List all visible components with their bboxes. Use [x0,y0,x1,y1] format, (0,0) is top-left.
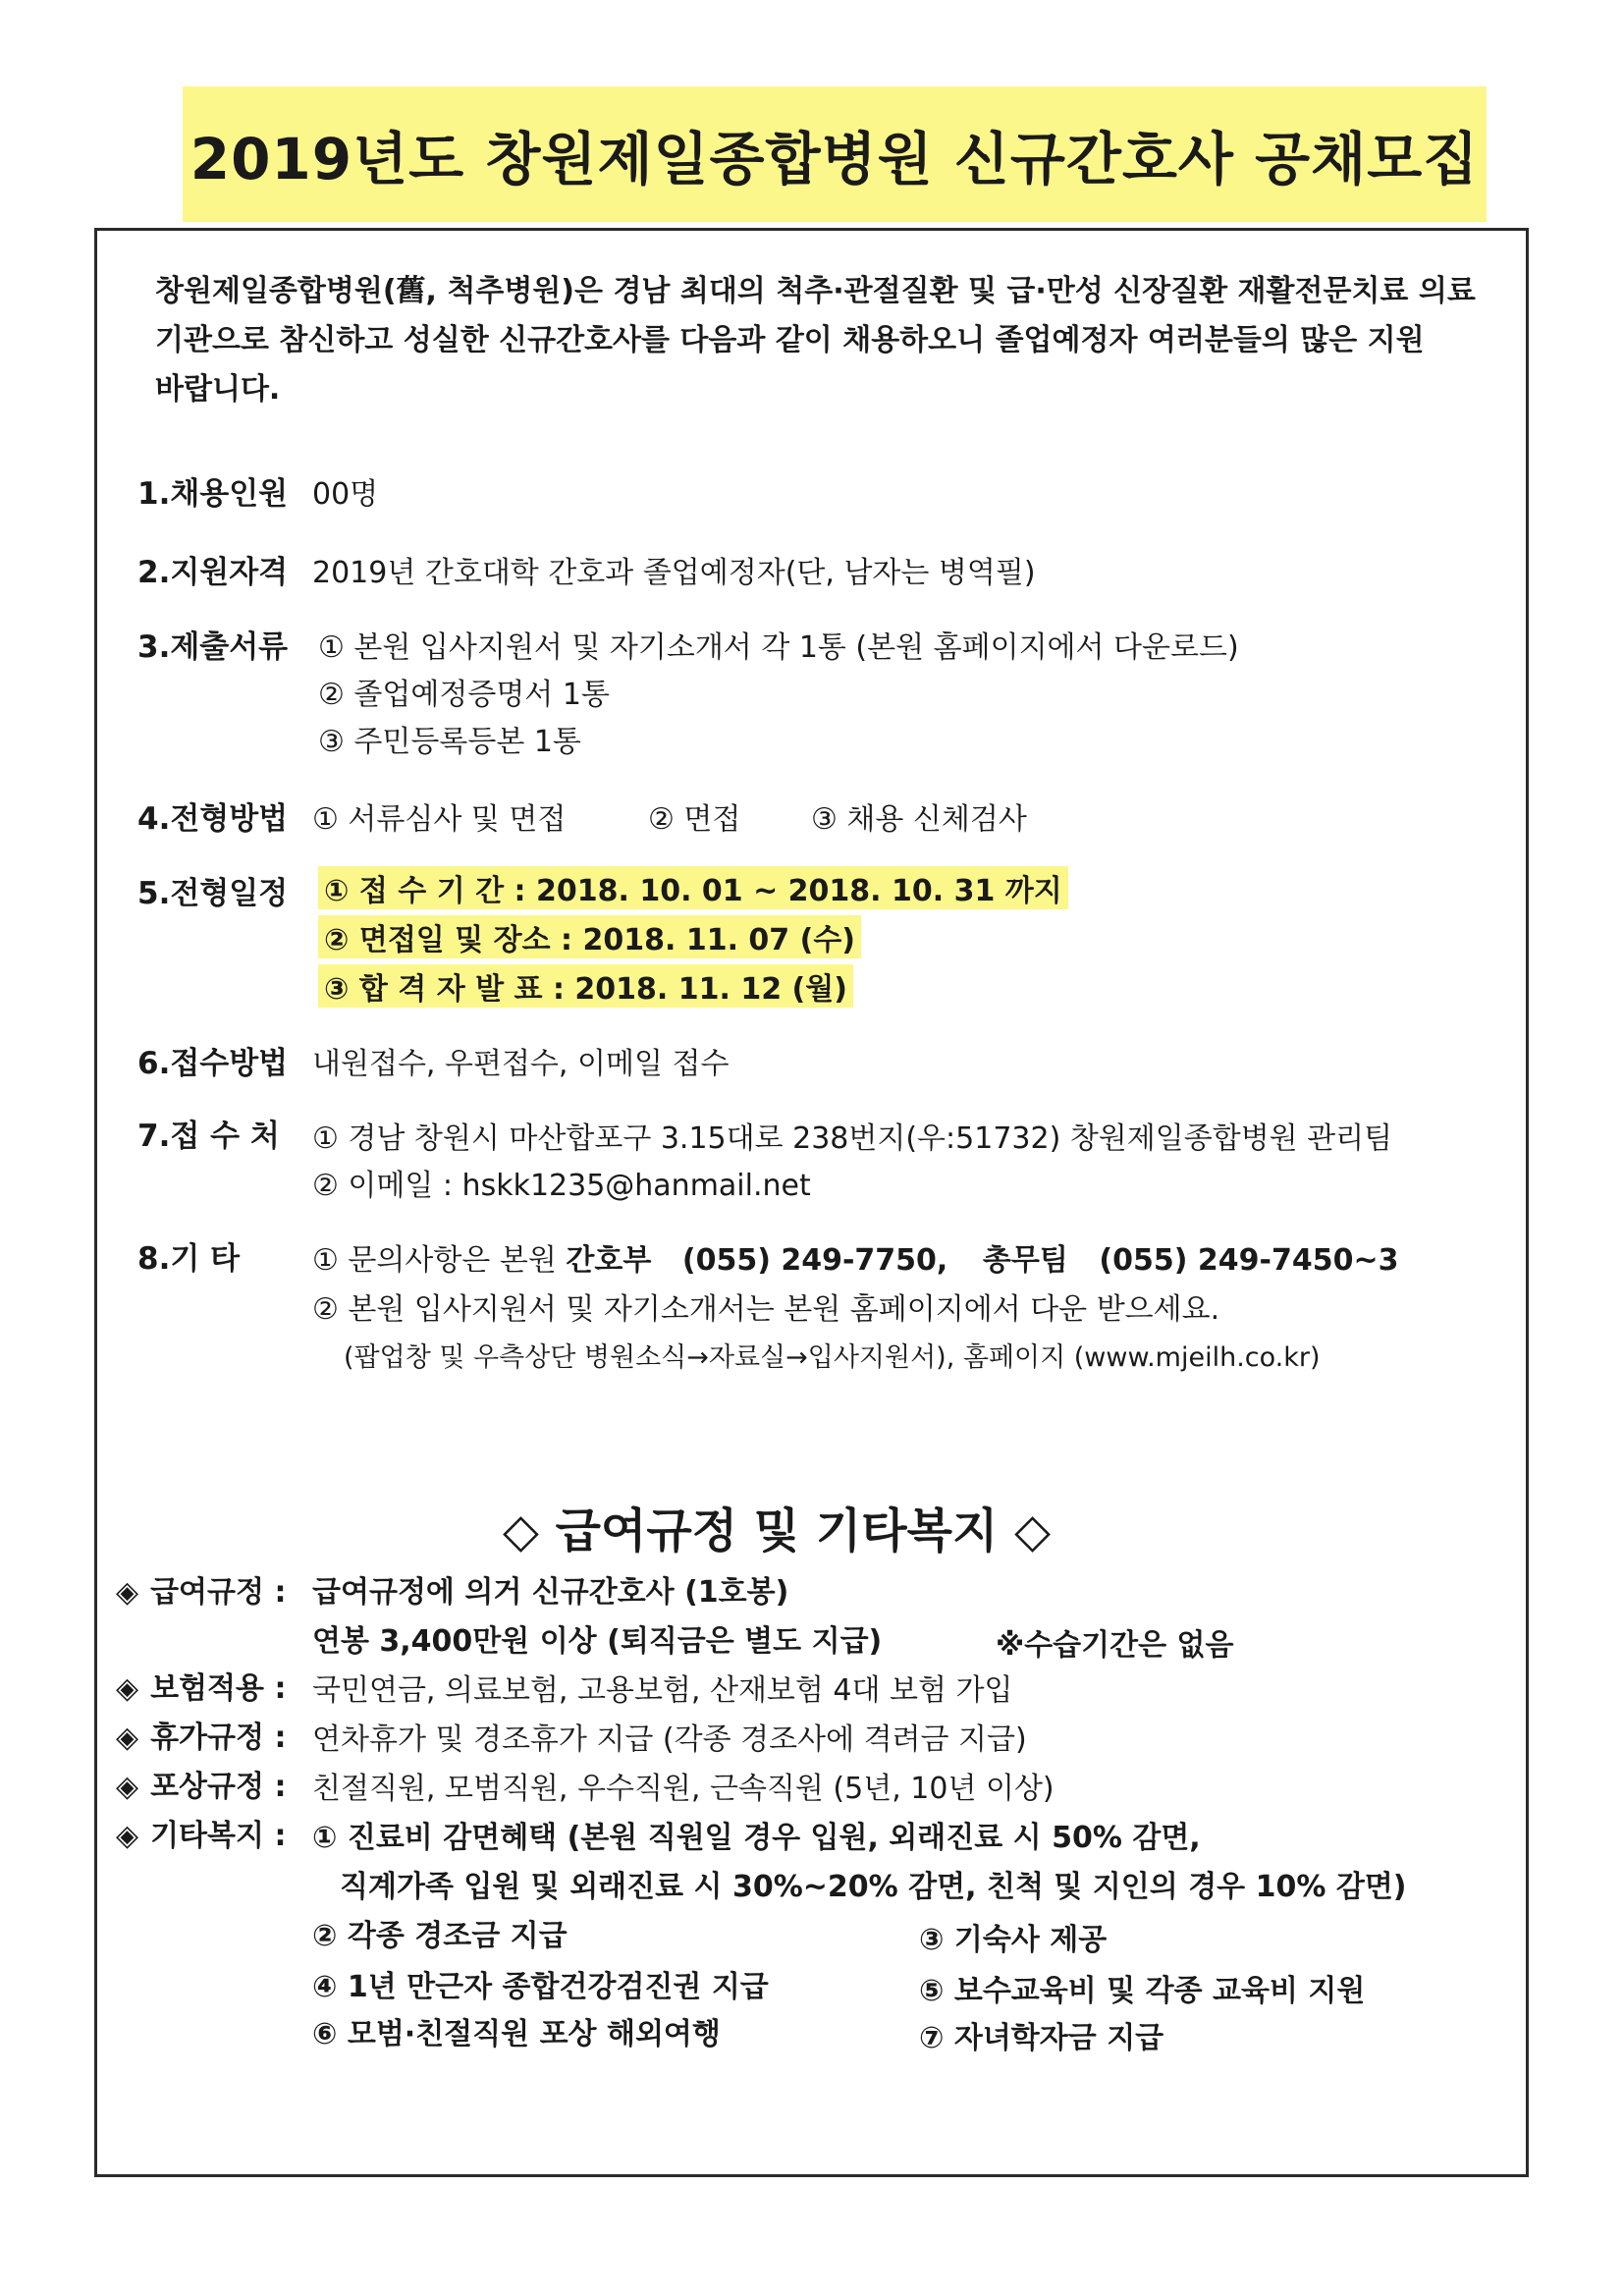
place-label: 7.접 수 처 [137,1119,280,1154]
title-banner [183,86,1487,222]
admin-dept-phone: (055) 249-7450~3 [1099,1243,1399,1278]
welfare-item-1: ① 진료비 감면혜택 (본원 직원일 경우 입원, 외래진료 시 50% 감면, [312,1821,1201,1855]
leave-value: 연차휴가 및 경조휴가 지급 (각종 경조사에 격려금 지급) [312,1722,1027,1757]
welfare-item-6: ⑥ 모범·친절직원 포상 해외여행 [312,2017,721,2051]
etc-line-1-prefix: ① 문의사항은 본원 [312,1243,567,1278]
docs-line-2: ② 졸업예정증명서 1통 [318,678,610,712]
method-a: ① 서류심사 및 면접 [312,802,567,837]
etc-line-3: (팝업창 및 우측상단 병원소식→자료실→입사지원서), 홈페이지 (www.mjeilh.co.kr) [344,1342,1321,1373]
nurse-dept: 간호부 [566,1243,652,1278]
benefits-heading: ◇ 급여규정 및 기타복지 ◇ [503,1503,1051,1558]
docs-label: 3.제출서류 [137,629,289,665]
salary-value: 급여규정에 의거 신규간호사 (1호봉) [312,1575,789,1610]
place-line-1: ① 경남 창원시 마산합포구 3.15대로 238번지(우:51732) 창원제일종합병원 관리팀 [312,1121,1393,1156]
schedule-line-2: ② 면접일 및 장소 : 2018. 11. 07 (수) [318,915,861,958]
place-line-2: ② 이메일 : hskk1235@hanmail.net [312,1169,811,1203]
intro-line-1: 창원제일종합병원(舊, 척추병원)은 경남 최대의 척추·관절질환 및 급·만성 신장질환 재활전문치료 의료 [155,274,1476,308]
welfare-row-label: ◈ 기타복지 : [116,1819,287,1853]
welfare-item-7: ⑦ 자녀학자금 지급 [919,2021,1164,2055]
diamond-bullet-icon: ◈ [116,1721,139,1755]
welfare-item-2: ② 각종 경조금 지급 [312,1919,568,1953]
salary-label: 급여규정 [150,1575,264,1610]
award-label: 포상규정 [150,1770,264,1804]
method-b: ② 면접 [648,802,741,837]
etc-line-1 [312,1235,1398,1279]
receipt-value: 내원접수, 우편접수, 이메일 접수 [312,1047,730,1081]
salary-note: ※수습기간은 없음 [996,1628,1234,1663]
page-title: 2019년도 창원제일종합병원 신규간호사 공채모집 [189,126,1480,192]
leave-row-label: ◈ 휴가규정 : [116,1721,287,1755]
method-label: 4.전형방법 [137,801,289,837]
welfare-label: 기타복지 [150,1819,264,1853]
diamond-bullet-icon: ◈ [116,1819,139,1853]
welfare-item-1b: 직계가족 입원 및 외래진료 시 30%~20% 감면, 친척 및 지인의 경우 10% 감면) [340,1870,1407,1904]
insurance-label: 보험적용 [150,1671,264,1706]
schedule-line-3: ③ 합 격 자 발 표 : 2018. 11. 12 (월) [318,964,853,1008]
receipt-label: 6.접수방법 [137,1046,289,1081]
schedule-line-1: ① 접 수 기 간 : 2018. 10. 01 ~ 2018. 10. 31 까지 [318,866,1068,909]
etc-label: 8.기 타 [137,1241,241,1277]
recruit-label: 1.채용인원 [137,476,289,512]
intro-line-3: 바랍니다. [155,372,281,407]
diamond-bullet-icon: ◈ [116,1671,139,1706]
award-value: 친절직원, 모범직원, 우수직원, 근속직원 (5년, 10년 이상) [312,1772,1055,1806]
qual-label: 2.지원자격 [137,555,289,590]
insurance-row-label: ◈ 보험적용 : [116,1671,287,1706]
intro-paragraph [155,267,1490,414]
leave-label: 휴가규정 [150,1721,264,1755]
docs-line-1: ① 본원 입사지원서 및 자기소개서 각 1통 (본원 홈페이지에서 다운로드) [318,630,1239,665]
etc-line-2: ② 본원 입사지원서 및 자기소개서는 본원 홈페이지에서 다운 받으세요. [312,1292,1220,1327]
admin-dept: 총무팀 [982,1243,1068,1278]
recruit-value: 00명 [312,477,379,512]
salary-value-2: 연봉 3,400만원 이상 (퇴직금은 별도 지급) [312,1624,883,1659]
nurse-dept-phone: (055) 249-7750, [681,1243,948,1278]
intro-line-2: 기관으로 참신하고 성실한 신규간호사를 다음과 같이 채용하오니 졸업예정자 여러분들의 많은 지원 [155,323,1425,357]
welfare-item-3: ③ 기숙사 제공 [919,1923,1108,1957]
welfare-item-4: ④ 1년 만근자 종합건강검진권 지급 [312,1970,769,2004]
diamond-bullet-icon: ◈ [116,1770,139,1804]
welfare-item-5: ⑤ 보수교육비 및 각종 교육비 지원 [919,1974,1366,2008]
salary-row-label: ◈ 급여규정 : [116,1575,287,1610]
award-row-label: ◈ 포상규정 : [116,1770,287,1804]
docs-line-3: ③ 주민등록등본 1통 [318,725,581,759]
schedule-label: 5.전형일정 [137,876,289,911]
qual-value: 2019년 간호대학 간호과 졸업예정자(단, 남자는 병역필) [312,556,1036,590]
method-c: ③ 채용 신체검사 [811,802,1027,837]
insurance-value: 국민연금, 의료보험, 고용보험, 산재보험 4대 보험 가입 [312,1673,1013,1708]
diamond-bullet-icon: ◈ [116,1575,139,1610]
